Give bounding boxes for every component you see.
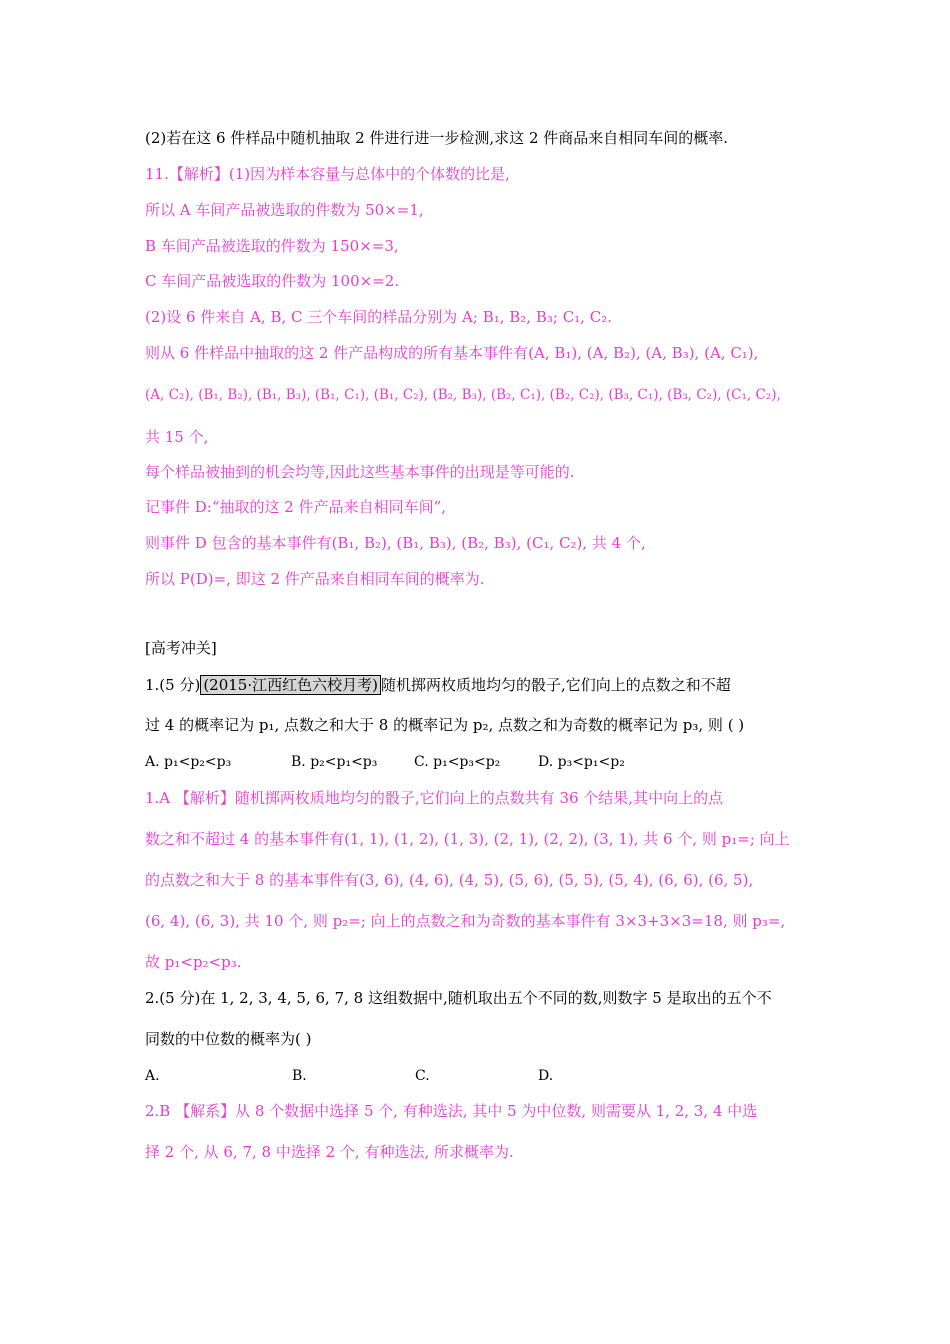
- question-1-text: 随机掷两枚质地均匀的骰子,它们向上的点数之和不超: [380, 676, 731, 694]
- question-1-line-1: [145, 675, 731, 695]
- option-c: C.: [415, 1068, 430, 1084]
- solution-1-line-1: 1.A 【解析】随机掷两枚质地均匀的骰子,它们向上的点数共有 36 个结果,其中向上的点: [145, 789, 724, 807]
- solution-11-line-1: 11.【解析】(1)因为样本容量与总体中的个体数的比是,: [145, 165, 510, 183]
- solution-2-line-2: 择 2 个, 从 6, 7, 8 中选择 2 个, 有种选法, 所求概率为.: [145, 1143, 514, 1161]
- solution-1-line-5: 故 p₁<p₂<p₃.: [145, 953, 242, 971]
- solution-11-line-4: C 车间产品被选取的件数为 100×=2.: [145, 272, 400, 290]
- solution-11-line-2: 所以 A 车间产品被选取的件数为 50×=1,: [145, 201, 424, 219]
- solution-11-line-10: 记事件 D:“抽取的这 2 件产品来自相同车间”,: [145, 498, 447, 516]
- option-b: B. p₂<p₁<p₃: [291, 754, 378, 770]
- question-1-options: [145, 752, 625, 772]
- question-2-line-1: 2.(5 分)在 1, 2, 3, 4, 5, 6, 7, 8 这组数据中,随机取出五个不同的数,则数字 5 是取出的五个不: [145, 989, 772, 1007]
- solution-11-line-6: 则从 6 件样品中抽取的这 2 件产品构成的所有基本事件有(A, B₁), (A, B₂), (A, B₃), (A, C₁),: [145, 344, 759, 362]
- solution-11-line-12: 所以 P(D)=, 即这 2 件产品来自相同车间的概率为.: [145, 570, 485, 588]
- solution-2-line-1: 2.B 【解系】从 8 个数据中选择 5 个, 有种选法, 其中 5 为中位数, 则需要从 1, 2, 3, 4 中选: [145, 1102, 758, 1120]
- question-1-prefix: 1.(5 分): [145, 676, 201, 694]
- option-d: D.: [538, 1068, 554, 1084]
- solution-11-line-7: (A, C₂), (B₁, B₂), (B₁, B₃), (B₁, C₁), (B₁, C₂), (B₂, B₃), (B₂, C₁), (B₂, C₂), (B₃, C₁), (B₃, C₂), (C₁, C₂),: [145, 387, 781, 403]
- option-a: A.: [145, 1068, 160, 1084]
- question-1-line-2: 过 4 的概率记为 p₁, 点数之和大于 8 的概率记为 p₂, 点数之和为奇数的概率记为 p₃, 则 ( ): [145, 716, 745, 734]
- question-2-options: [145, 1066, 553, 1086]
- source-tag: (2015·江西红色六校月考): [200, 675, 381, 695]
- section-heading: [高考冲关]: [145, 639, 217, 657]
- solution-11-line-3: B 车间产品被选取的件数为 150×=3,: [145, 237, 399, 255]
- solution-11-line-8: 共 15 个,: [145, 428, 209, 446]
- solution-11-line-9: 每个样品被抽到的机会均等,因此这些基本事件的出现是等可能的.: [145, 463, 575, 481]
- solution-1-line-2: 数之和不超过 4 的基本事件有(1, 1), (1, 2), (1, 3), (2, 1), (2, 2), (3, 1), 共 6 个, 则 p₁=; 向上: [145, 830, 790, 848]
- question-10-part-2: (2)若在这 6 件样品中随机抽取 2 件进行进一步检测,求这 2 件商品来自相同车间的概率.: [145, 129, 729, 147]
- option-a: A. p₁<p₂<p₃: [145, 754, 232, 770]
- solution-1-line-3: 的点数之和大于 8 的基本事件有(3, 6), (4, 6), (4, 5), (5, 6), (5, 5), (5, 4), (6, 6), (6, 5),: [145, 871, 754, 889]
- option-d: D. p₃<p₁<p₂: [538, 754, 625, 770]
- question-2-line-2: 同数的中位数的概率为( ): [145, 1030, 312, 1048]
- option-c: C. p₁<p₃<p₂: [414, 754, 501, 770]
- solution-1-line-4: (6, 4), (6, 3), 共 10 个, 则 p₂=; 向上的点数之和为奇数的基本事件有 3×3+3×3=18, 则 p₃=,: [145, 912, 786, 930]
- solution-11-line-5: (2)设 6 件来自 A, B, C 三个车间的样品分别为 A; B₁, B₂, B₃; C₁, C₂.: [145, 308, 612, 326]
- solution-11-line-11: 则事件 D 包含的基本事件有(B₁, B₂), (B₁, B₃), (B₂, B₃), (C₁, C₂), 共 4 个,: [145, 534, 646, 552]
- option-b: B.: [292, 1068, 307, 1084]
